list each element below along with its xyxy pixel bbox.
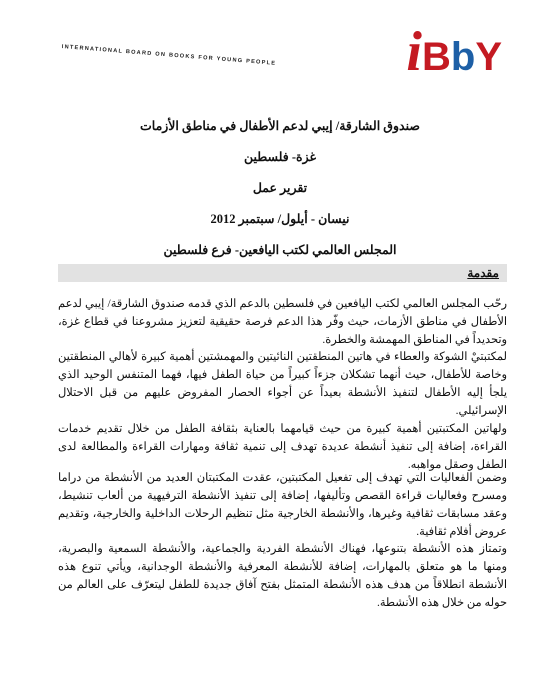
- paragraph: ولهاتين المكتبتين أهمية كبيرة من حيث قيامهما بالعناية بثقافة الطفل من خلال تقديم خدمات القراءة، إضافة إلى تنفيذ أنشطة عديدة تهدف إلى تنمية ثقافة ومهارات القراءة والمطالعة لدى الطفل وصقل مواهبه.: [58, 423, 507, 471]
- paragraph: وضمن الفعاليات التي تهدف إلى تفعيل المكتبتين، عقدت المكتبتان العديد من الأنشطة من دراما ومسرح وفعاليات قراءة القصص وتأليفها، إضافة إلى تنفيذ الأنشطة الترفيهية من ألعاب تنشيط، وعقد مسابقات ثقافية وغيرها، والأنشطة الخارجية مثل تنظيم الرحلات الداخلية والخارجية، وتقديم عروض أفلام ثقافية.: [58, 472, 507, 538]
- report-heading: [0, 119, 560, 257]
- heading-period: نيسان - أيلول/ سبتمبر 2012: [210, 212, 350, 226]
- logo-letter-b2: b: [450, 35, 476, 79]
- logo-wordmark: [406, 20, 502, 83]
- logo-letter-i: i: [406, 21, 422, 83]
- section-title: مقدمة: [467, 266, 499, 280]
- paragraph: رحّب المجلس العالمي لكتب اليافعين في فلسطين بالدعم الذي قدمه صندوق الشارقة/ إيبي لدعم الأطفال في مناطق الأزمات، حيث وفّر هذا الدعم فرصة حقيقية لتعزيز مشروعنا في قطاع غزة، وتحديداً في المناطق المهمشة والخطرة.: [58, 298, 507, 346]
- section-header-bar: [58, 264, 507, 282]
- ibby-logo: [61, 20, 502, 83]
- heading-fund-title: صندوق الشارقة/ إيبي لدعم الأطفال في مناطق الأزمات: [140, 119, 420, 133]
- paragraph: لمكتبتيْ الشوكة والعطاء في هاتين المنطقتين النائيتين والمهمشتين أهمية كبيرة لأهالي المنطقتين وخاصة للأطفال، حيث أنهما تشكلان جزءاً كبيراً من حياة الطفل فيها، فهما المتنفس الوحيد الذي يلجأ إليه الأطفال لتنفيذ الأنشطة بعيداً عن أجواء الحصار المفروض عليهم من قبل الاحتلال الإسرائيلي.: [58, 351, 507, 417]
- paragraph: وتمتاز هذه الأنشطة بتنوعها، فهناك الأنشطة الفردية والجماعية، والأنشطة السمعية والبصرية، ومنها ما هو متعلق بالمهارات، إضافة للأنشطة المعرفية والأنشطة الوجدانية، ويأتي تنوع هذه الأنشطة انطلاقاً من هدف هذه الأنشطة المتمثل بفتح آفاق جديدة للطفل ليتعرّف على العالم من حوله من خلال هذه الأنشطة.: [58, 543, 507, 609]
- heading-report-type: تقرير عمل: [252, 181, 308, 195]
- logo-letter-y: Y: [475, 35, 502, 79]
- logo-tagline: INTERNATIONAL BOARD ON BOOKS FOR YOUNG PEOPLE: [61, 44, 277, 67]
- heading-location: غزة- فلسطين: [243, 150, 317, 164]
- logo-letter-b1: B: [421, 35, 451, 79]
- heading-organization: المجلس العالمي لكتب اليافعين- فرع فلسطين: [163, 243, 397, 257]
